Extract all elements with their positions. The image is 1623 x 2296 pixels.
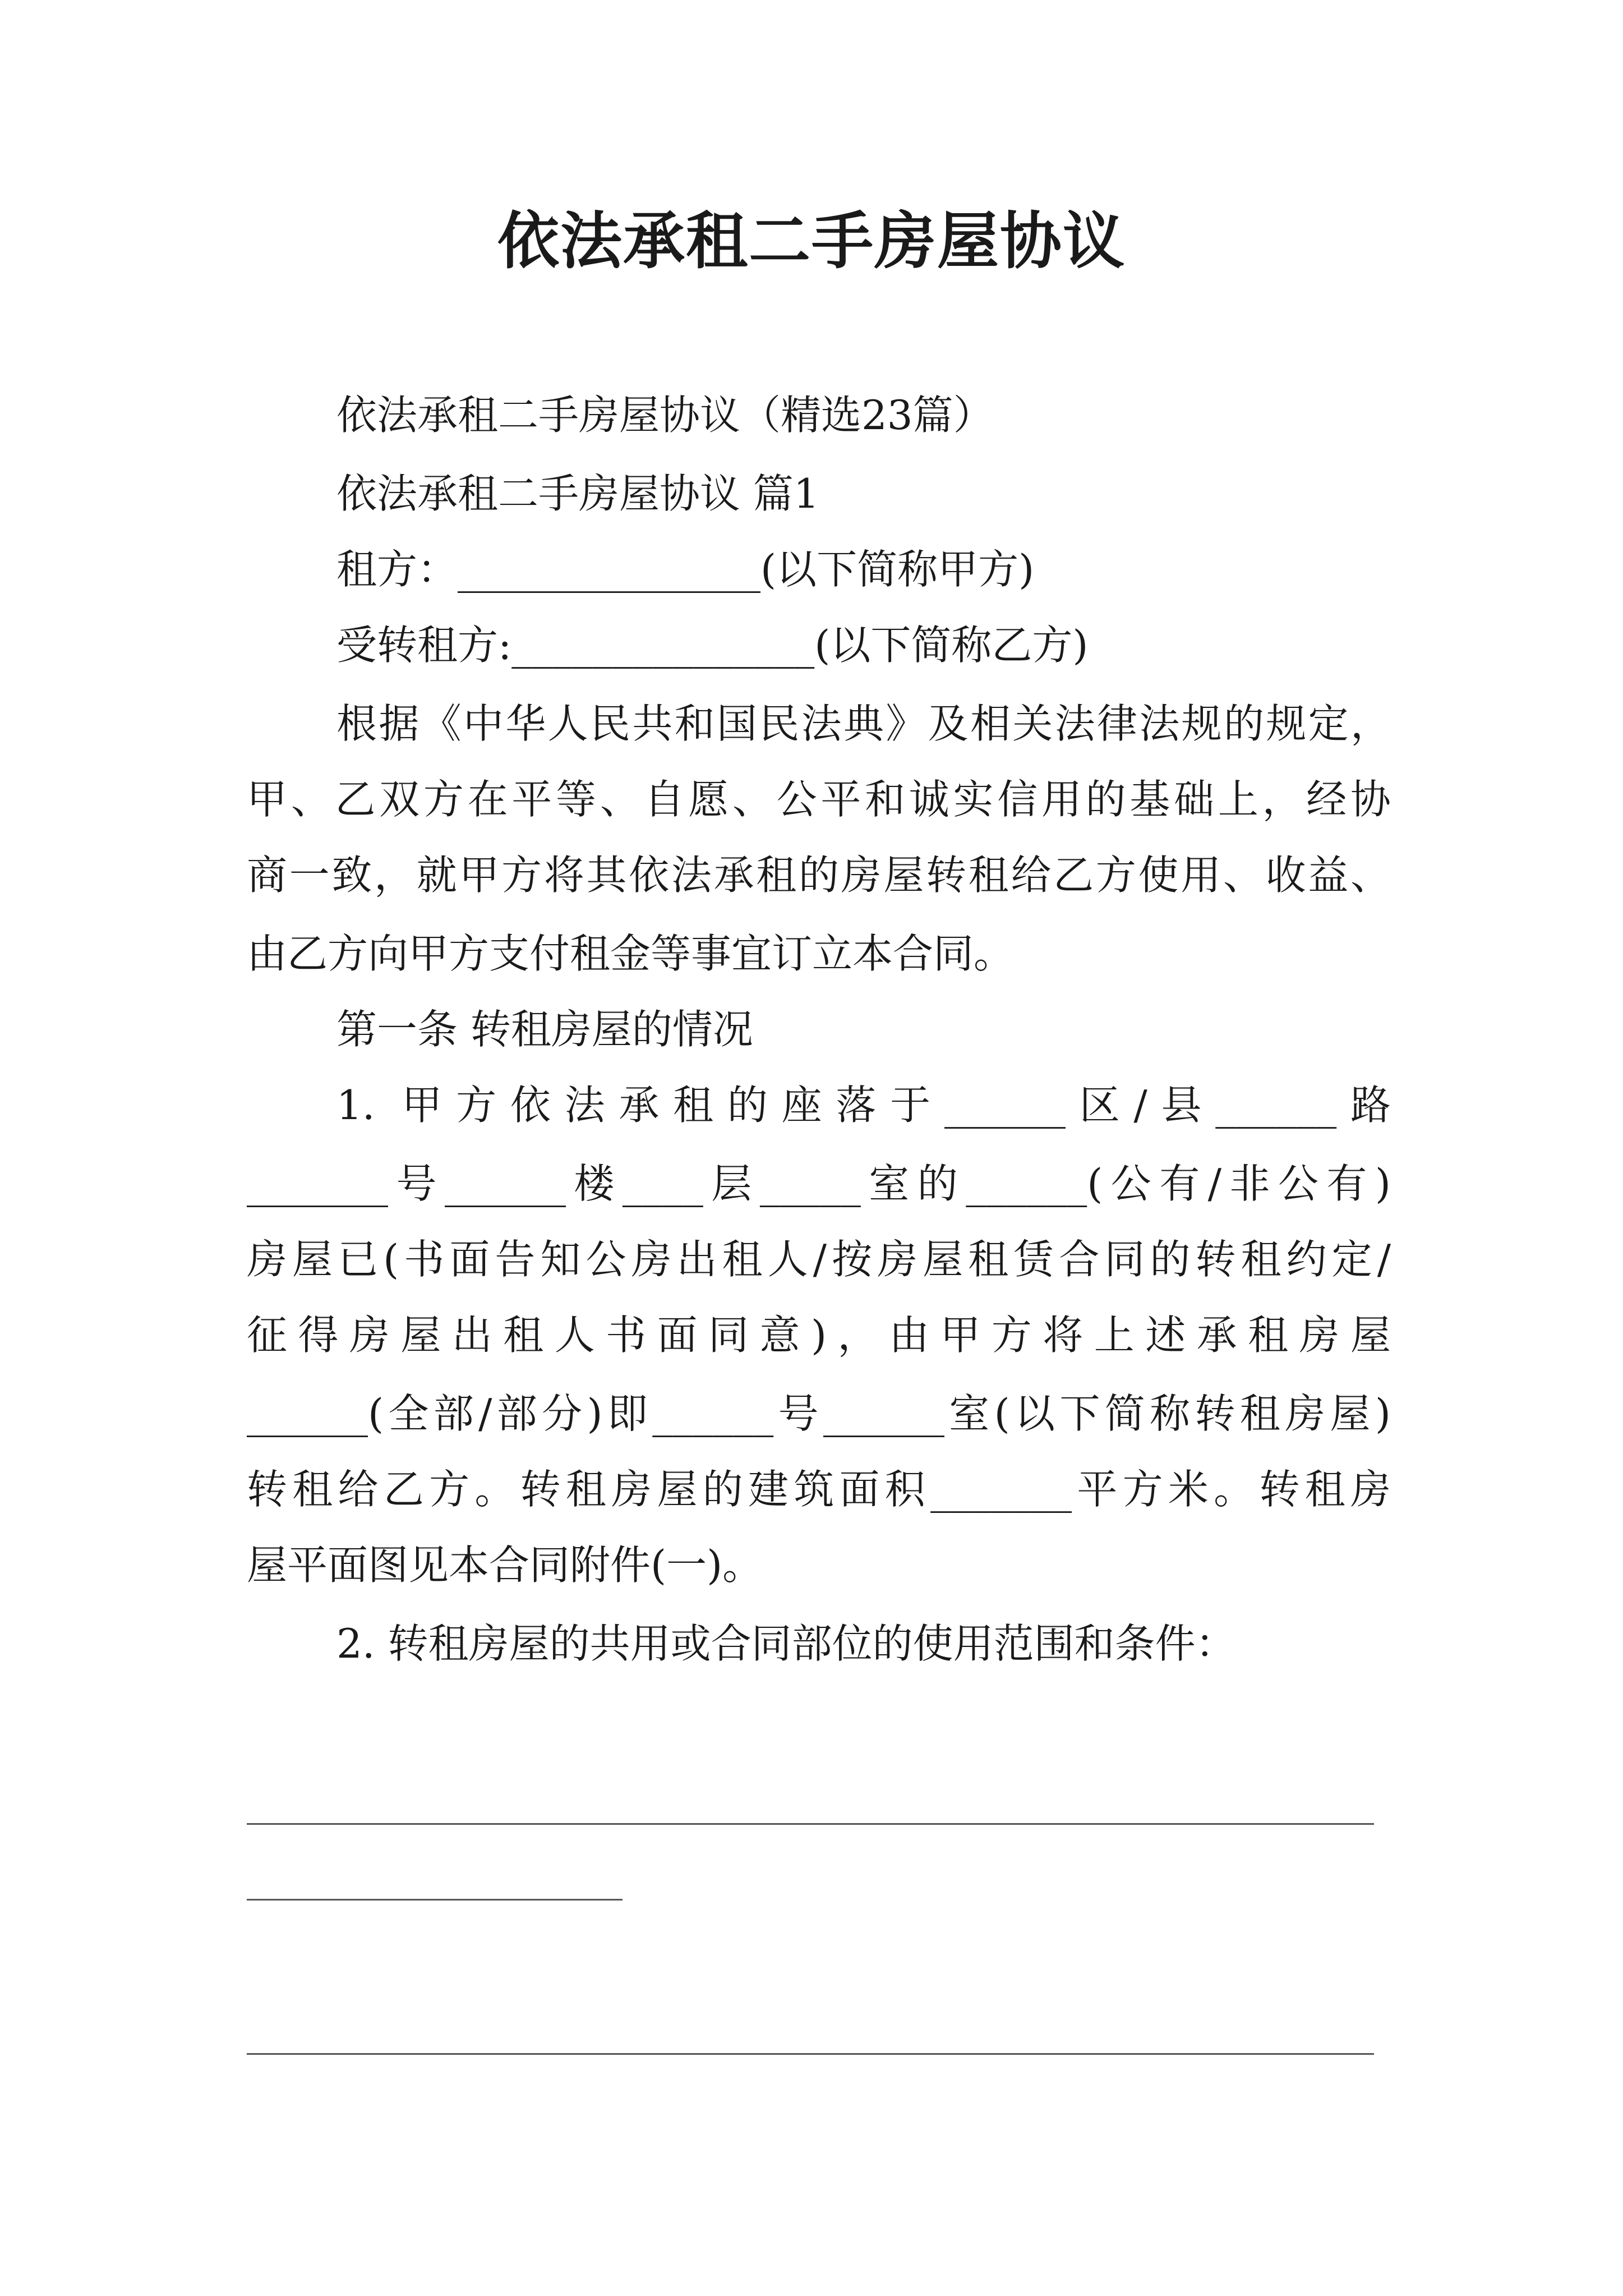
blank-fill-line	[247, 1823, 1374, 1825]
paragraph-line: 房屋已(书面告知公房出租人/按房屋租赁合同的转租约定/	[247, 1236, 1391, 1283]
paragraph-line: 根据《中华人民共和国民法典》及相关法律法规的规定，	[336, 700, 1391, 747]
sublessee-line: 受转租方:_______________(以下简称乙方)	[336, 622, 1089, 669]
document-title: 依法承租二手房屋协议	[497, 205, 1126, 277]
paragraph-line: _______号______楼____层_____室的______(公有/非公有)	[247, 1160, 1391, 1207]
blank-fill-line	[247, 2053, 1374, 2055]
paragraph-line: 由乙方向甲方支付租金等事宜订立本合同。	[247, 930, 1015, 977]
paragraph-line: 征得房屋出租人书面同意)，由甲方将上述承租房屋	[247, 1312, 1391, 1359]
article-heading: 第一条 转租房屋的情况	[336, 1006, 753, 1053]
paragraph-line: 屋平面图见本合同附件(一)。	[247, 1542, 763, 1589]
paragraph-line: 转租给乙方。转租房屋的建筑面积_______平方米。转租房	[247, 1466, 1391, 1513]
clause-line: 2. 转租房屋的共用或合同部位的使用范围和条件：	[336, 1620, 1236, 1667]
paragraph-line: 商一致，就甲方将其依法承租的房屋转租给乙方使用、收益、	[247, 852, 1391, 899]
blank-fill-line	[247, 1899, 623, 1901]
subtitle-line: 依法承租二手房屋协议（精选23篇）	[336, 392, 994, 439]
section-heading: 依法承租二手房屋协议 篇1	[336, 470, 819, 517]
paragraph-line: 1. 甲方依法承租的座落于______区/县______路	[336, 1082, 1391, 1129]
paragraph-line: ______(全部/部分)即______号______室(以下简称转租房屋)	[247, 1390, 1391, 1437]
paragraph-line: 甲、乙双方在平等、自愿、公平和诚实信用的基础上，经协	[247, 776, 1391, 823]
lessor-line: 租方：_______________(以下简称甲方)	[336, 546, 1035, 593]
